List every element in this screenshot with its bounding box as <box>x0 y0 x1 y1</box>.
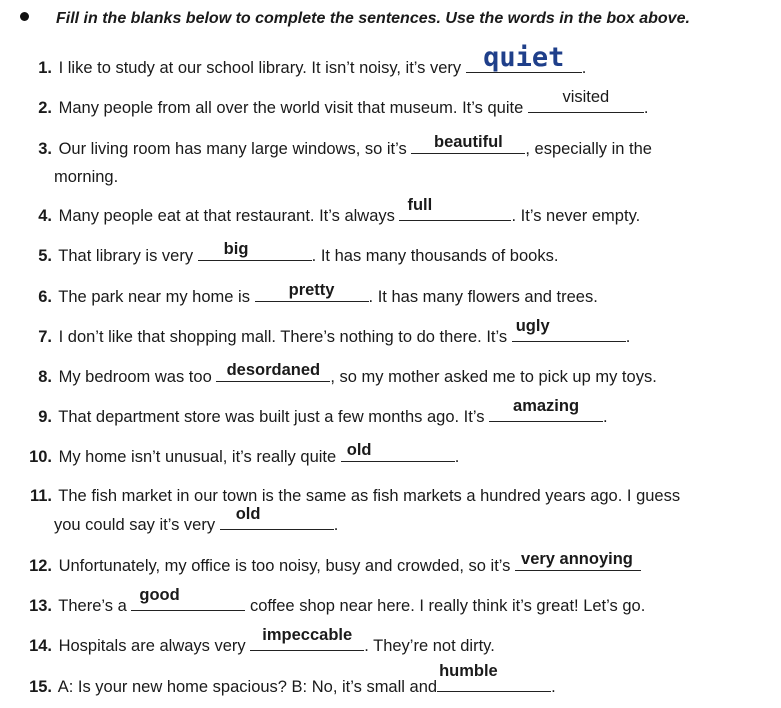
answer-text: impeccable <box>262 626 353 644</box>
sentence-end: coffee shop near here. I really think it’s great! Let’s go. <box>245 597 646 615</box>
answer-text: humble <box>439 662 498 680</box>
exercise-item-15 <box>14 662 777 701</box>
item-number: 10. <box>29 448 52 466</box>
instructions <box>20 10 690 28</box>
sentence-start: Many people from all over the world visit that museum. It’s quite <box>58 99 528 117</box>
sentence-continuation: you could say it’s very <box>54 516 220 534</box>
sentence-end: . <box>643 99 649 117</box>
sentence-start: That department store was built just a few months ago. It’s <box>58 408 490 426</box>
sentence-start: A: Is your new home spacious? B: No, it’s small and <box>57 678 438 696</box>
answer-text: old <box>235 505 261 523</box>
instruction-text: Fill in the blanks below to complete the sentences. Use the words in the box above. <box>56 10 690 27</box>
exercise-item-3 <box>14 134 777 191</box>
item-number: 11. <box>29 487 52 505</box>
answer-text: big <box>223 240 249 258</box>
sentence-start: Our living room has many large windows, so it’s <box>58 140 412 158</box>
exercise-item-9 <box>14 397 777 431</box>
answer-blank[interactable] <box>341 442 455 462</box>
exercise-item-2 <box>14 88 777 122</box>
answer-text: full <box>407 196 433 214</box>
answer-text: ugly <box>515 317 550 335</box>
answer-blank[interactable] <box>411 134 525 154</box>
item-number: 2. <box>38 99 52 117</box>
sentence-end: . <box>454 448 460 466</box>
exercise-item-12 <box>14 551 777 580</box>
sentence-end: , especially in the <box>525 140 652 158</box>
item-number: 8. <box>38 368 52 386</box>
sentence-end: , so my mother asked me to pick up my toys. <box>330 368 657 386</box>
sentence-end: . <box>333 516 339 534</box>
exercise-item-8 <box>14 362 777 391</box>
item-number: 15. <box>29 678 52 696</box>
answer-blank[interactable] <box>466 42 582 73</box>
answer-blank[interactable] <box>250 626 364 651</box>
sentence-end: . <box>625 328 631 346</box>
answer-text: pretty <box>288 281 335 299</box>
exercise-item-5 <box>14 241 777 270</box>
sentence-continuation: morning. <box>54 168 119 186</box>
item-number: 13. <box>29 597 52 615</box>
item-number: 12. <box>29 557 52 575</box>
sentence-start: My home isn’t unusual, it’s really quite <box>58 448 341 466</box>
sentence-start: There’s a <box>58 597 132 615</box>
answer-text: desordaned <box>226 361 321 379</box>
answer-blank[interactable] <box>255 282 369 302</box>
sentence-start: Hospitals are always very <box>58 637 251 655</box>
exercise-item-1 <box>14 42 777 82</box>
sentence-start: I don’t like that shopping mall. There’s nothing to do there. It’s <box>58 328 512 346</box>
answer-blank[interactable] <box>528 88 644 113</box>
exercise-item-6 <box>14 282 777 311</box>
answer-text: beautiful <box>433 133 503 151</box>
answer-blank[interactable] <box>399 196 511 221</box>
answer-text: quiet <box>483 42 565 73</box>
item-number: 4. <box>38 207 52 225</box>
answer-text: old <box>346 441 372 459</box>
sentence-start: The park near my home is <box>58 288 255 306</box>
exercise-item-10 <box>14 442 777 471</box>
exercise-item-7 <box>14 317 777 351</box>
answer-blank[interactable] <box>489 397 603 422</box>
bullet-icon <box>20 12 29 21</box>
exercise-item-11 <box>14 482 777 539</box>
answer-blank[interactable] <box>437 662 551 692</box>
answer-blank[interactable] <box>220 505 334 530</box>
exercise-item-14 <box>14 626 777 660</box>
sentence-start: Unfortunately, my office is too noisy, busy and crowded, so it’s <box>58 557 516 575</box>
sentence-end: . It has many flowers and trees. <box>368 288 598 306</box>
answer-blank[interactable] <box>512 317 626 342</box>
sentence-end: . <box>581 59 587 77</box>
sentence-end: . They’re not dirty. <box>364 637 495 655</box>
sentence-end: . <box>551 678 556 696</box>
sentence-start: My bedroom was too <box>58 368 217 386</box>
sentence-end: . It’s never empty. <box>511 207 641 225</box>
item-number: 14. <box>29 637 52 655</box>
exercise-item-4 <box>14 196 777 230</box>
item-number: 7. <box>38 328 52 346</box>
item-number: 3. <box>38 140 52 158</box>
item-number: 6. <box>38 288 52 306</box>
sentence-start: I like to study at our school library. It isn’t noisy, it’s very <box>58 59 466 77</box>
answer-text: visited <box>562 88 610 106</box>
answer-blank[interactable] <box>216 362 330 382</box>
answer-text: amazing <box>513 397 580 415</box>
answer-text: good <box>139 586 180 604</box>
exercise-item-13 <box>14 586 777 620</box>
sentence-end: . <box>603 408 608 426</box>
sentence-end: . It has many thousands of books. <box>311 247 559 265</box>
answer-blank[interactable] <box>198 241 312 261</box>
answer-text: very annoying <box>521 550 633 568</box>
sentence-start: Many people eat at that restaurant. It’s always <box>58 207 400 225</box>
sentence-start: The fish market in our town is the same as fish markets a hundred years ago. I guess <box>58 487 681 505</box>
answer-blank[interactable] <box>515 551 641 571</box>
answer-blank[interactable] <box>131 586 245 611</box>
item-number: 9. <box>38 408 52 426</box>
sentence-start: That library is very <box>58 247 198 265</box>
item-number: 1. <box>38 59 52 77</box>
item-number: 5. <box>38 247 52 265</box>
